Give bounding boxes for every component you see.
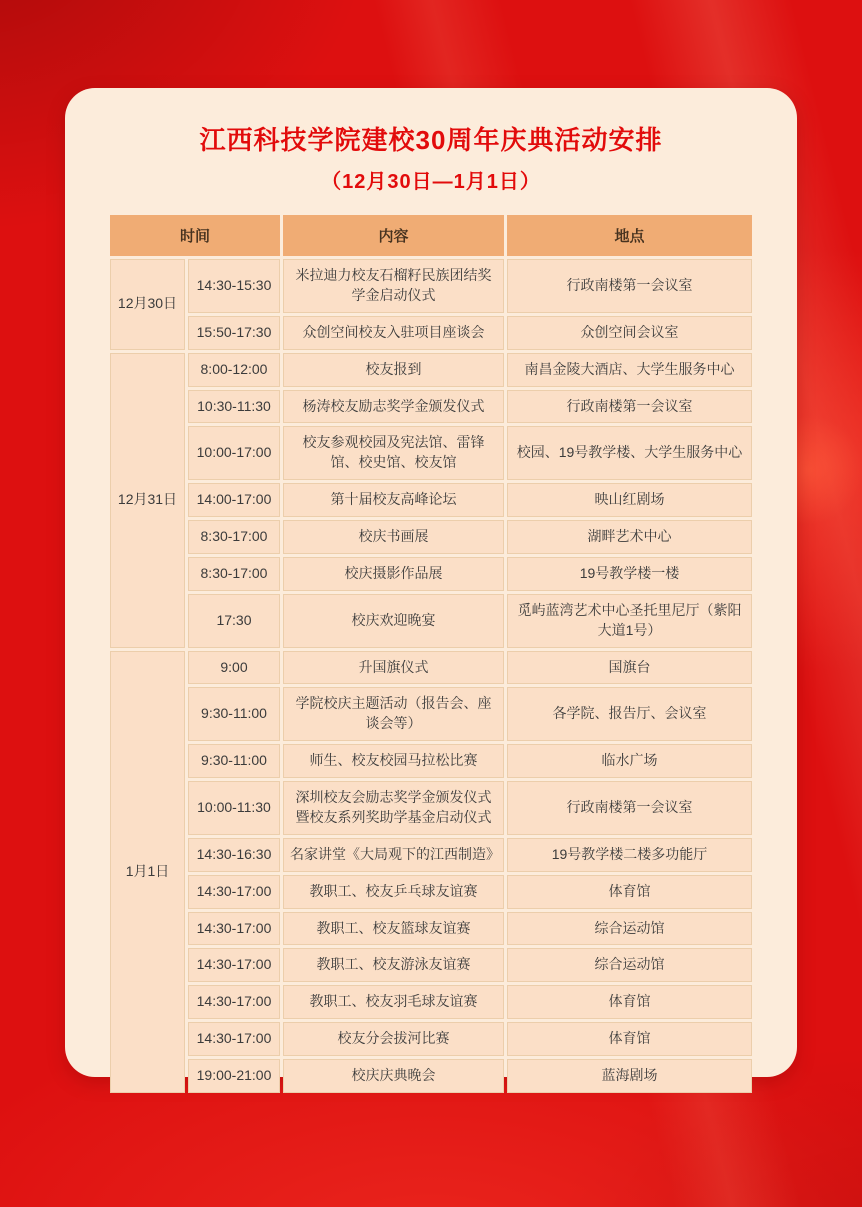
time-cell: 8:30-17:00 bbox=[188, 520, 280, 554]
location-cell: 临水广场 bbox=[507, 744, 752, 778]
location-cell: 行政南楼第一会议室 bbox=[507, 390, 752, 424]
content-cell: 学院校庆主题活动（报告会、座谈会等） bbox=[283, 687, 504, 741]
content-cell: 校庆欢迎晚宴 bbox=[283, 594, 504, 648]
schedule-row bbox=[110, 781, 752, 835]
content-cell: 杨涛校友励志奖学金颁发仪式 bbox=[283, 390, 504, 424]
content-cell: 教职工、校友篮球友谊赛 bbox=[283, 912, 504, 946]
schedule-row bbox=[110, 985, 752, 1019]
schedule-table-head bbox=[110, 215, 752, 256]
time-cell: 9:30-11:00 bbox=[188, 744, 280, 778]
location-cell: 19号教学楼一楼 bbox=[507, 557, 752, 591]
location-cell: 体育馆 bbox=[507, 985, 752, 1019]
schedule-row bbox=[110, 912, 752, 946]
schedule-row bbox=[110, 838, 752, 872]
schedule-row bbox=[110, 1059, 752, 1093]
content-cell: 众创空间校友入驻项目座谈会 bbox=[283, 316, 504, 350]
schedule-row bbox=[110, 651, 752, 685]
time-cell: 10:00-11:30 bbox=[188, 781, 280, 835]
location-cell: 觅屿蓝湾艺术中心圣托里尼厅（紫阳大道1号） bbox=[507, 594, 752, 648]
location-cell: 行政南楼第一会议室 bbox=[507, 259, 752, 313]
content-cell: 深圳校友会励志奖学金颁发仪式暨校友系列奖助学基金启动仪式 bbox=[283, 781, 504, 835]
content-cell: 教职工、校友乒乓球友谊赛 bbox=[283, 875, 504, 909]
time-cell: 8:30-17:00 bbox=[188, 557, 280, 591]
location-cell: 体育馆 bbox=[507, 1022, 752, 1056]
schedule-table bbox=[107, 212, 755, 1096]
time-cell: 9:00 bbox=[188, 651, 280, 685]
location-cell: 湖畔艺术中心 bbox=[507, 520, 752, 554]
time-cell: 14:30-17:00 bbox=[188, 1022, 280, 1056]
time-cell: 17:30 bbox=[188, 594, 280, 648]
location-cell: 蓝海剧场 bbox=[507, 1059, 752, 1093]
location-cell: 各学院、报告厅、会议室 bbox=[507, 687, 752, 741]
date-cell: 1月1日 bbox=[110, 651, 185, 1093]
content-cell: 校友分会拔河比赛 bbox=[283, 1022, 504, 1056]
content-cell: 校友报到 bbox=[283, 353, 504, 387]
time-cell: 8:00-12:00 bbox=[188, 353, 280, 387]
content-cell: 米拉迪力校友石榴籽民族团结奖学金启动仪式 bbox=[283, 259, 504, 313]
time-cell: 15:50-17:30 bbox=[188, 316, 280, 350]
time-cell: 14:30-15:30 bbox=[188, 259, 280, 313]
time-cell: 14:30-16:30 bbox=[188, 838, 280, 872]
content-cell: 校友参观校园及宪法馆、雷锋馆、校史馆、校友馆 bbox=[283, 426, 504, 480]
schedule-row bbox=[110, 948, 752, 982]
schedule-row bbox=[110, 744, 752, 778]
location-cell: 19号教学楼二楼多功能厅 bbox=[507, 838, 752, 872]
schedule-row bbox=[110, 1022, 752, 1056]
schedule-row bbox=[110, 875, 752, 909]
time-cell: 9:30-11:00 bbox=[188, 687, 280, 741]
content-cell: 名家讲堂《大局观下的江西制造》 bbox=[283, 838, 504, 872]
time-cell: 14:30-17:00 bbox=[188, 912, 280, 946]
location-cell: 众创空间会议室 bbox=[507, 316, 752, 350]
location-cell: 综合运动馆 bbox=[507, 912, 752, 946]
location-cell: 行政南楼第一会议室 bbox=[507, 781, 752, 835]
location-cell: 南昌金陵大酒店、大学生服务中心 bbox=[507, 353, 752, 387]
content-cell: 第十届校友高峰论坛 bbox=[283, 483, 504, 517]
header-time: 时间 bbox=[110, 215, 280, 256]
schedule-row bbox=[110, 426, 752, 480]
content-cell: 师生、校友校园马拉松比赛 bbox=[283, 744, 504, 778]
schedule-row bbox=[110, 390, 752, 424]
location-cell: 综合运动馆 bbox=[507, 948, 752, 982]
date-cell: 12月31日 bbox=[110, 353, 185, 648]
schedule-row bbox=[110, 483, 752, 517]
schedule-row bbox=[110, 557, 752, 591]
time-cell: 10:30-11:30 bbox=[188, 390, 280, 424]
time-cell: 14:30-17:00 bbox=[188, 875, 280, 909]
time-cell: 14:30-17:00 bbox=[188, 948, 280, 982]
poster-title: 江西科技学院建校30周年庆典活动安排 bbox=[199, 125, 663, 155]
content-cell: 教职工、校友羽毛球友谊赛 bbox=[283, 985, 504, 1019]
schedule-card bbox=[65, 88, 797, 1083]
schedule-body bbox=[110, 259, 752, 1093]
time-cell: 14:00-17:00 bbox=[188, 483, 280, 517]
content-cell: 校庆摄影作品展 bbox=[283, 557, 504, 591]
location-cell: 映山红剧场 bbox=[507, 483, 752, 517]
location-cell: 校园、19号教学楼、大学生服务中心 bbox=[507, 426, 752, 480]
date-cell: 12月30日 bbox=[110, 259, 185, 350]
schedule-row bbox=[110, 594, 752, 648]
time-cell: 14:30-17:00 bbox=[188, 985, 280, 1019]
location-cell: 国旗台 bbox=[507, 651, 752, 685]
schedule-row bbox=[110, 353, 752, 387]
schedule-row bbox=[110, 687, 752, 741]
content-cell: 教职工、校友游泳友谊赛 bbox=[283, 948, 504, 982]
location-cell: 体育馆 bbox=[507, 875, 752, 909]
poster-subtitle: （12月30日—1月1日） bbox=[321, 171, 541, 193]
schedule-row bbox=[110, 520, 752, 554]
content-cell: 校庆书画展 bbox=[283, 520, 504, 554]
content-cell: 升国旗仪式 bbox=[283, 651, 504, 685]
schedule-header-row bbox=[110, 215, 752, 256]
schedule-row bbox=[110, 316, 752, 350]
header-content: 内容 bbox=[283, 215, 504, 256]
schedule-row bbox=[110, 259, 752, 313]
header-location: 地点 bbox=[507, 215, 752, 256]
time-cell: 10:00-17:00 bbox=[188, 426, 280, 480]
time-cell: 19:00-21:00 bbox=[188, 1059, 280, 1093]
content-cell: 校庆庆典晚会 bbox=[283, 1059, 504, 1093]
